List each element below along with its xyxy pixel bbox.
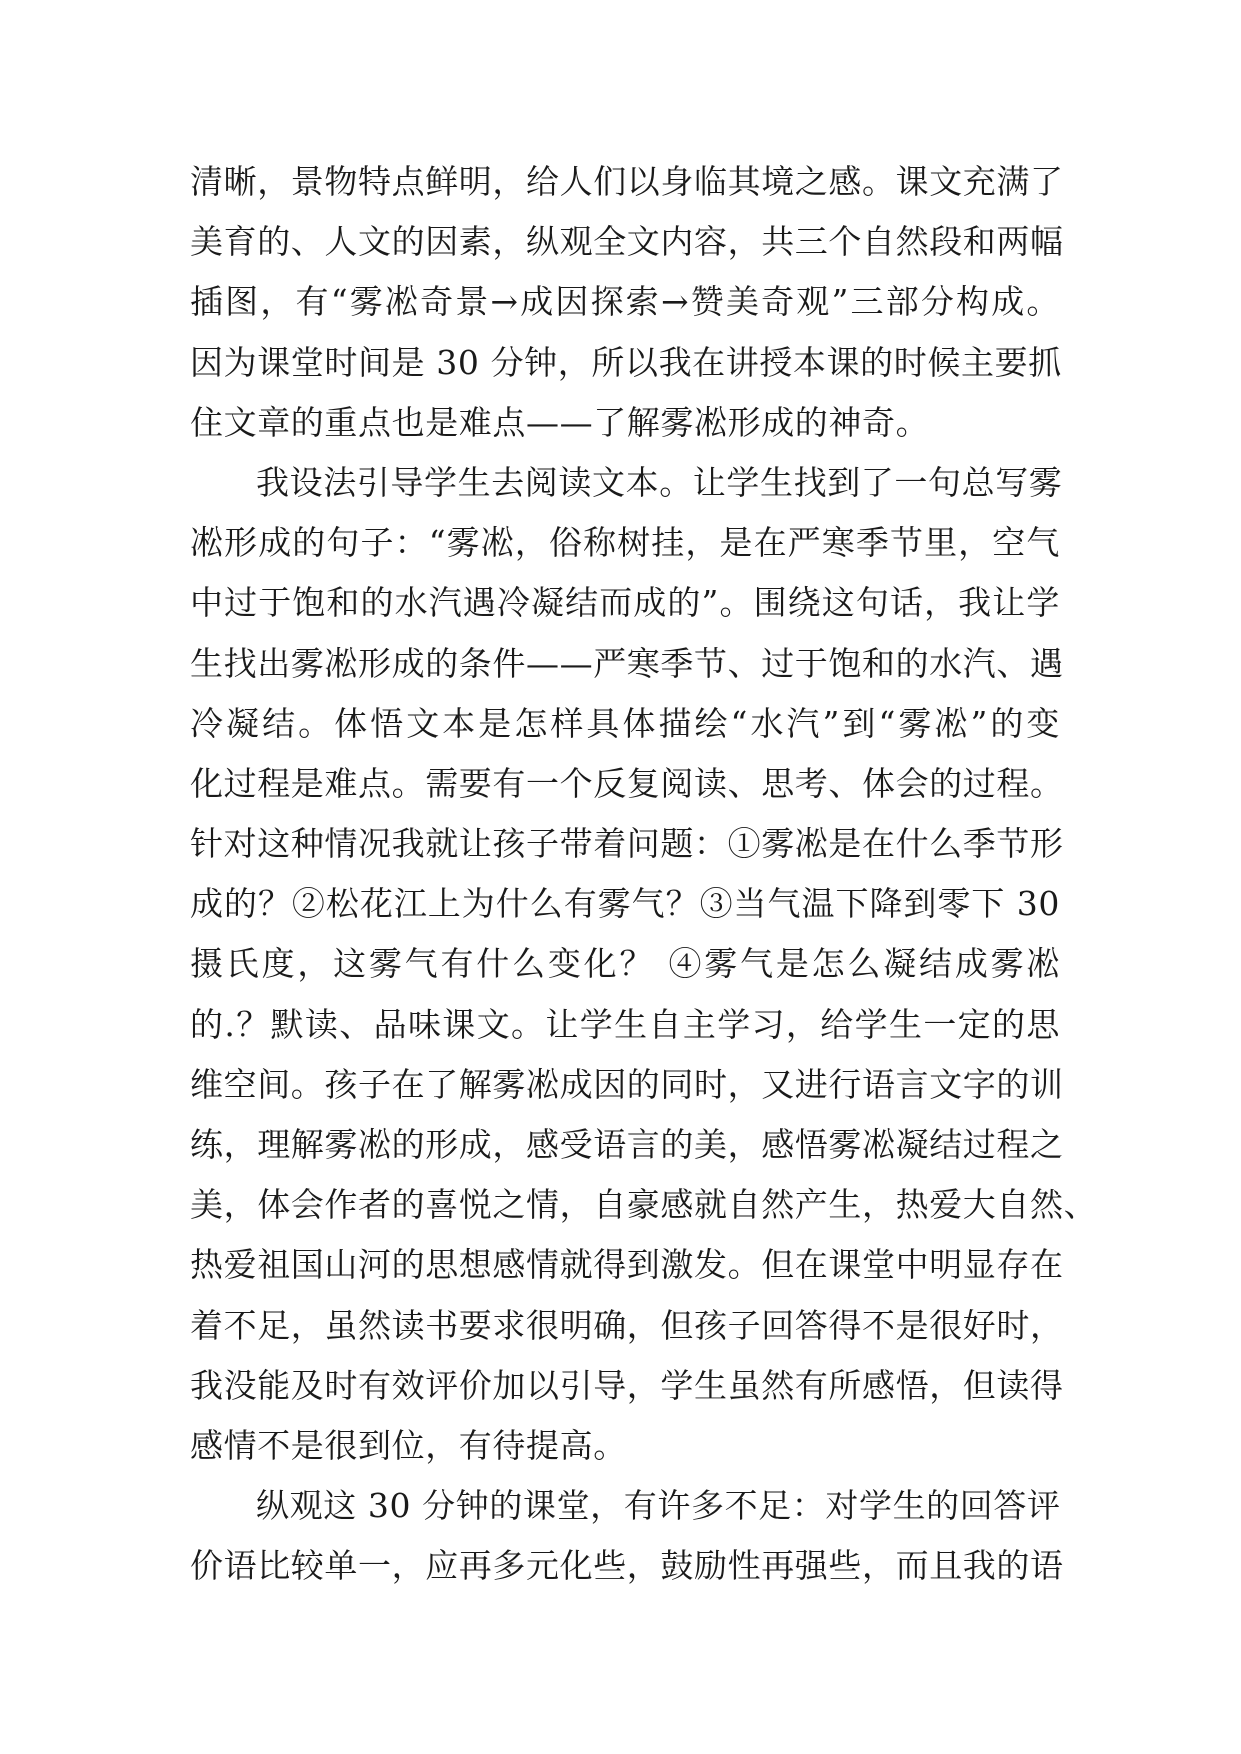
text-line: 我设法引导学生去阅读文本。让学生找到了一句总写雾 — [256, 462, 1063, 502]
text-line: 化过程是难点。需要有一个反复阅读、思考、体会的过程。 — [190, 763, 1064, 803]
text-line: 感情不是很到位，有待提高。 — [190, 1425, 627, 1465]
paragraph-2 — [190, 453, 1098, 1476]
text-line: 维空间。孩子在了解雾凇成因的同时，又进行语言文字的训 — [190, 1064, 1064, 1104]
text-line: 清晰，景物特点鲜明，给人们以身临其境之感。课文充满了 — [190, 162, 1064, 201]
text-line: 我没能及时有效评价加以引导，学生虽然有所感悟，但读得 — [190, 1365, 1064, 1405]
text-line: 价语比较单一，应再多元化些，鼓励性再强些，而且我的语 — [190, 1546, 1064, 1586]
text-line: 着不足，虽然读书要求很明确，但孩子回答得不是很好时， — [190, 1305, 1064, 1345]
document-body — [190, 152, 1098, 1597]
text-line: 因为课堂时间是 30 分钟，所以我在讲授本课的时候主要抓 — [190, 342, 1062, 382]
text-line: 的.？默读、品味课文。让学生自主学习，给学生一定的思 — [190, 1004, 1060, 1044]
text-line: 插图，有“雾凇奇景→成因探索→赞美奇观”三部分构成。 — [190, 282, 1060, 322]
text-line: 摄氏度，这雾气有什么变化？ ④雾气是怎么凝结成雾凇 — [190, 944, 1060, 984]
text-line: 住文章的重点也是难点——了解雾凇形成的神奇。 — [190, 402, 930, 442]
text-line: 针对这种情况我就让孩子带着问题：①雾凇是在什么季节形 — [190, 824, 1064, 864]
text-line: 中过于饱和的水汽遇冷凝结而成的”。围绕这句话，我让学 — [190, 583, 1060, 623]
text-line: 热爱祖国山河的思想感情就得到激发。但在课堂中明显存在 — [190, 1245, 1064, 1285]
paragraph-3 — [190, 1476, 1064, 1596]
paragraph-1 — [190, 152, 1064, 453]
text-line: 练，理解雾凇的形成，感受语言的美，感悟雾凇凝结过程之 — [190, 1125, 1064, 1164]
text-line: 成的？②松花江上为什么有雾气？③当气温下降到零下 30 — [190, 884, 1060, 924]
text-line: 冷凝结。体悟文本是怎样具体描绘“水汽”到“雾凇”的变 — [190, 703, 1060, 743]
text-line: 纵观这 30 分钟的课堂，有许多不足：对学生的回答评 — [256, 1486, 1061, 1526]
text-line: 美育的、人文的因素，纵观全文内容，共三个自然段和两幅 — [190, 222, 1064, 262]
text-line: 凇形成的句子：“雾凇，俗称树挂，是在严寒季节里，空气 — [190, 523, 1060, 563]
text-line: 美，体会作者的喜悦之情，自豪感就自然产生，热爱大自然、 — [190, 1185, 1098, 1225]
text-line: 生找出雾凇形成的条件——严寒季节、过于饱和的水汽、遇 — [190, 643, 1064, 683]
